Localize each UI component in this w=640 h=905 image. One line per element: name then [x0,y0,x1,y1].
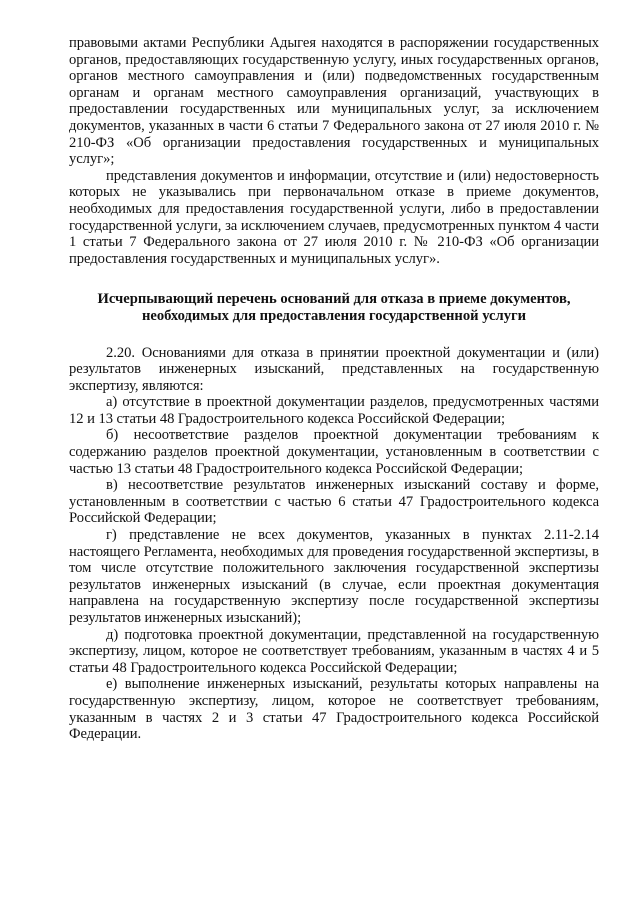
paragraph-2-20: 2.20. Основаниями для отказа в принятии проектной документации и (или) результатов инженерных изысканий, представленных на государственную экспертизу, являются: [69,344,599,394]
list-item-g: г) представление не всех документов, указанных в пунктах 2.11-2.14 настоящего Регламента, необходимых для проведения государственной экспертизы, в том числе отсутствие положительного заключения государственной экспертизы результатов инженерных изысканий (в случае, если проектная документация направлена на государственную экспертизу после государственной экспертизы результатов инженерных изысканий); [69,527,599,626]
list-item-a: а) отсутствие в проектной документации разделов, предусмотренных частями 12 и 13 статьи 48 Градостроительного кодекса Российской Федерации; [69,394,599,427]
paragraph-documents-info: представления документов и информации, отсутствие и (или) недостоверность которых не указывались при первоначальном отказе в приеме документов, необходимых для предоставления государственной услуги, либо в предоставлении государственной услуги, за исключением случаев, предусмотренных пунктом 4 части 1 статьи 7 Федерального закона от 27 июля 2010 г. № 210-ФЗ «Об организации предоставления государственных и муниципальных услуг». [69,167,599,267]
paragraph-continuation: правовыми актами Республики Адыгея находятся в распоряжении государственных органов, предоставляющих государственную услугу, иных государственных органов, органов местного самоуправления и (или) подведомственных государственным органам и органам местного самоуправления организаций, участвующих в предоставлении государственных или муниципальных услуг, за исключением документов, указанных в части 6 статьи 7 Федерального закона от 27 июля 2010 г. № 210-ФЗ «Об организации предоставления государственных и муниципальных услуг»; [69,35,599,168]
list-item-e: е) выполнение инженерных изысканий, результаты которых направлены на государственную экспертизу, лицом, которое не соответствует требованиям, указанным в частях 2 и 3 статьи 47 Градостроительного кодекса Российской Федерации. [69,676,599,743]
spacer [69,325,599,345]
list-item-b: б) несоответствие разделов проектной документации требованиям к содержанию разделов проектной документации, установленным в соответствии с частью 13 статьи 48 Градостроительного кодекса Российской Федерации; [69,427,599,477]
list-item-d: д) подготовка проектной документации, представленной на государственную экспертизу, лицом, которое не соответствует требованиям, указанным в частях 4 и 5 статьи 48 Градостроительного кодекса Российской Федерации; [69,626,599,676]
list-item-v: в) несоответствие результатов инженерных изысканий составу и форме, установленным в соответствии с частью 6 статьи 47 Градостроительного кодекса Российской Федерации; [69,477,599,527]
spacer [69,267,599,291]
section-heading: Исчерпывающий перечень оснований для отказа в приеме документов, необходимых для предоставления государственной услуги [97,291,571,324]
document-page [69,35,599,743]
